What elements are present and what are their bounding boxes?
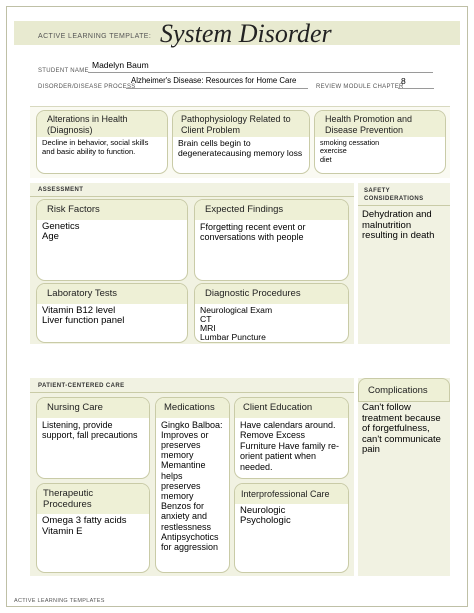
pathophysiology-box	[172, 110, 310, 174]
template-label: ACTIVE LEARNING TEMPLATE:	[38, 33, 152, 40]
footer-text: ACTIVE LEARNING TEMPLATES	[14, 598, 105, 604]
safety-body[interactable]: Dehydration and malnutrition resulting in death	[362, 209, 435, 241]
student-name-label: STUDENT NAME	[38, 68, 89, 74]
alterations-body[interactable]: Decline in behavior, social skills and basic ability to function.	[42, 138, 149, 156]
complications-body[interactable]: Can't follow treatment because of forgetfulness, can't communicate pain	[362, 402, 441, 455]
chapter-value[interactable]: 8	[401, 76, 406, 86]
safety-rule	[358, 205, 450, 206]
safety-section	[358, 183, 450, 344]
alterations-heading: Alterations in Health (Diagnosis)	[37, 111, 167, 137]
risk-factor-item: Age	[42, 231, 59, 242]
therapeutic-procedures-body[interactable]	[37, 514, 149, 539]
health-promotion-body[interactable]	[315, 137, 445, 166]
alterations-box	[36, 110, 168, 174]
pathophysiology-heading: Pathophysiology Related to Client Problem	[173, 111, 309, 137]
laboratory-tests-body[interactable]	[37, 304, 187, 329]
health-promotion-item: exercise	[320, 146, 347, 156]
therapeutic-item: Omega 3 fatty acids	[42, 515, 127, 526]
client-education-box	[234, 397, 349, 479]
therapeutic-procedures-heading: Therapeutic Procedures	[37, 484, 149, 514]
laboratory-tests-box	[36, 283, 188, 343]
expected-findings-body[interactable]: Fforgetting recent event or conversations with people	[200, 221, 306, 242]
complications-heading: Complications	[368, 385, 428, 396]
nursing-care-body[interactable]: Listening, provide support, fall precautions	[42, 419, 138, 440]
laboratory-tests-heading: Laboratory Tests	[37, 284, 187, 304]
health-promotion-item: diet	[320, 154, 332, 164]
risk-factor-item: Genetics	[42, 220, 80, 232]
health-promotion-heading: Health Promotion and Disease Prevention	[315, 111, 445, 137]
expected-findings-heading: Expected Findings	[195, 200, 348, 220]
medications-body[interactable]: Gingko Balboa: Improves or preserves memory Memantine helps preserves memory Benzos for anxiety and restlessness Antipsychotics for aggression	[161, 419, 223, 552]
nursing-care-box	[36, 397, 150, 479]
client-education-heading: Client Education	[235, 398, 348, 418]
medications-box	[155, 397, 230, 573]
medications-heading: Medications	[156, 398, 229, 418]
health-promotion-box	[314, 110, 446, 174]
diagnostic-item: Lumbar Puncture	[200, 332, 266, 343]
diagnostic-item: MRI	[200, 322, 216, 333]
diagnostic-item: CT	[200, 313, 212, 324]
interprofessional-care-body[interactable]	[235, 504, 348, 529]
health-promotion-item: smoking cessation	[320, 138, 380, 147]
therapeutic-procedures-box	[36, 483, 150, 573]
page-title: System Disorder	[160, 19, 332, 48]
risk-factors-body[interactable]	[37, 220, 187, 245]
assessment-label: ASSESSMENT	[38, 187, 84, 193]
lab-test-item: Liver function panel	[42, 315, 125, 326]
chapter-label: REVIEW MODULE CHAPTER	[316, 84, 404, 90]
interprofessional-care-heading: Interprofessional Care	[235, 484, 348, 504]
diagnostic-procedures-box	[194, 283, 349, 343]
student-name-value[interactable]: Madelyn Baum	[92, 60, 149, 70]
diagnostic-item: Neurological Exam	[200, 304, 273, 315]
disorder-value[interactable]: Alzheimer's Disease: Resources for Home Care	[131, 76, 297, 85]
assessment-rule	[30, 196, 354, 197]
patient-care-rule	[30, 392, 354, 393]
interprofessional-care-box	[234, 483, 349, 573]
expected-findings-box	[194, 199, 349, 281]
disorder-label: DISORDER/DISEASE PROCESS	[38, 84, 136, 90]
nursing-care-heading: Nursing Care	[37, 398, 149, 418]
pathophysiology-body[interactable]: Brain cells begin to degeneratecausing memory loss	[178, 138, 303, 158]
lab-test-item: Vitamin B12 level	[42, 304, 116, 316]
risk-factors-box	[36, 199, 188, 281]
therapeutic-item: Vitamin E	[42, 525, 83, 537]
interprofessional-item: Psychologic	[240, 515, 291, 526]
safety-label: SAFETY CONSIDERATIONS	[364, 188, 424, 202]
patient-care-label: PATIENT-CENTERED CARE	[38, 383, 125, 389]
diagnostic-procedures-heading: Diagnostic Procedures	[195, 284, 348, 304]
client-education-body[interactable]: Have calendars around. Remove Excess Furniture Have family re-orient patient when needed.	[240, 419, 340, 472]
risk-factors-heading: Risk Factors	[37, 200, 187, 220]
diagnostic-procedures-body[interactable]	[195, 304, 348, 344]
interprofessional-item: Neurologic	[240, 504, 286, 516]
